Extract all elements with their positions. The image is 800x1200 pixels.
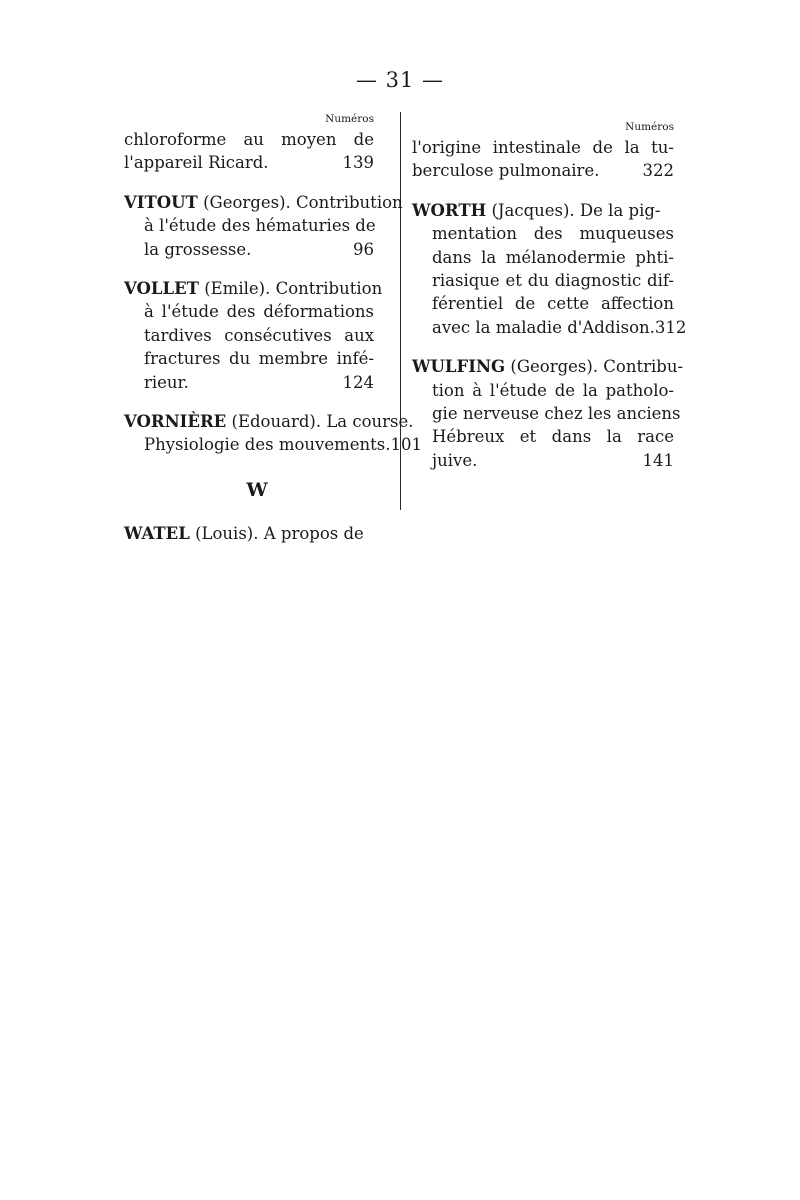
entry-number: 101 bbox=[390, 435, 423, 455]
author-name: WATEL bbox=[124, 524, 190, 544]
entry-number: 96 bbox=[353, 239, 374, 259]
entry-text: berculose pulmonaire. bbox=[412, 161, 600, 181]
entry-text: rieur. bbox=[144, 372, 189, 392]
entry-text: (Georges). Contribution bbox=[197, 192, 403, 212]
entry-line: dans la mélanodermie phti- bbox=[432, 247, 674, 267]
entry-first-line bbox=[124, 191, 403, 214]
entry-line: mentation des muqueuses bbox=[432, 224, 674, 244]
left-continuation-entry bbox=[124, 128, 374, 175]
entry-line: férentiel de cette affection bbox=[432, 294, 674, 314]
index-entry-wulfing bbox=[412, 355, 684, 472]
page-number: — 31 — bbox=[355, 68, 445, 92]
author-name: WULFING bbox=[412, 357, 506, 377]
entry-line bbox=[124, 371, 374, 394]
index-entry-vollet bbox=[124, 277, 383, 394]
entry-text: Physiologie des mouvements. bbox=[144, 435, 391, 455]
index-entry-watel bbox=[124, 522, 374, 545]
entry-line: tardives consécutives aux bbox=[144, 325, 374, 345]
author-name: WORTH bbox=[412, 200, 487, 220]
entry-number: 139 bbox=[342, 153, 374, 173]
entry-text: (Louis). A propos de bbox=[189, 524, 364, 544]
left-column-header: Numéros bbox=[325, 113, 374, 125]
entry-text: juive. bbox=[432, 450, 478, 470]
entry-line bbox=[124, 151, 374, 174]
entry-text: avec la maladie d'Addison. bbox=[432, 317, 655, 337]
letter-heading: W bbox=[246, 478, 268, 501]
right-column-header: Numéros bbox=[625, 121, 674, 133]
entry-line: gie nerveuse chez les anciens bbox=[432, 404, 681, 424]
entry-text: (Edouard). La course. bbox=[226, 412, 414, 432]
entry-number: 322 bbox=[642, 161, 674, 181]
entry-first-line bbox=[124, 410, 414, 433]
right-column bbox=[412, 112, 687, 488]
entry-line bbox=[124, 433, 423, 456]
author-name: VORNIÈRE bbox=[124, 412, 227, 432]
entry-text: la grossesse. bbox=[144, 239, 252, 259]
entry-line: fractures du membre infé- bbox=[144, 349, 374, 369]
left-column bbox=[124, 112, 423, 562]
entry-line: à l'étude des déformations bbox=[144, 302, 374, 322]
entry-number: 141 bbox=[642, 450, 674, 470]
entry-text: (Jacques). De la pig- bbox=[486, 200, 661, 220]
entry-line: tion à l'étude de la patholo- bbox=[432, 380, 674, 400]
entry-number: 124 bbox=[342, 372, 374, 392]
index-entry-vitout bbox=[124, 191, 403, 261]
entry-first-line bbox=[412, 199, 674, 222]
entry-line: l'origine intestinale de la tu- bbox=[412, 138, 674, 157]
entry-line bbox=[124, 238, 374, 261]
entry-first-line bbox=[124, 522, 374, 545]
index-entry-vorniere bbox=[124, 410, 423, 457]
index-entry-worth bbox=[412, 199, 687, 339]
entry-line: Hébreux et dans la race bbox=[432, 427, 674, 447]
entry-number: 312 bbox=[654, 317, 687, 337]
entry-line bbox=[412, 159, 674, 182]
entry-line: à l'étude des hématuries de bbox=[144, 216, 376, 236]
author-name: VITOUT bbox=[124, 192, 198, 212]
entry-text: (Georges). Contribu- bbox=[505, 357, 684, 377]
right-continuation-entry bbox=[412, 136, 674, 183]
entry-line: chloroforme au moyen de bbox=[124, 130, 374, 149]
entry-line bbox=[412, 449, 674, 472]
entry-line: riasique et du diagnostic dif- bbox=[432, 271, 674, 291]
entry-text: (Emile). Contribution bbox=[198, 279, 383, 299]
entry-first-line bbox=[124, 277, 383, 300]
entry-line bbox=[412, 316, 687, 339]
author-name: VOLLET bbox=[124, 279, 199, 299]
entry-text: l'appareil Ricard. bbox=[124, 153, 269, 173]
entry-first-line bbox=[412, 355, 684, 378]
